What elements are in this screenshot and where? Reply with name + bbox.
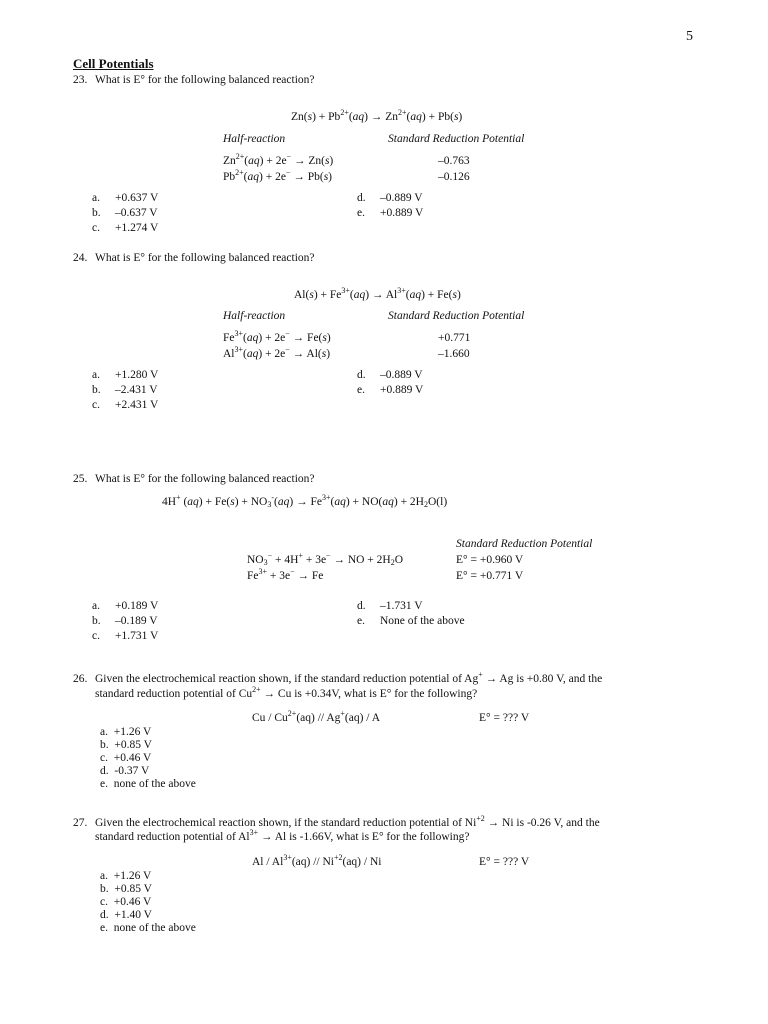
q27-option-b[interactable]: b. +0.85 V xyxy=(100,883,152,895)
q24-potential-2: –1.660 xyxy=(438,348,470,360)
q25-option-a-text: +0.189 V xyxy=(115,600,159,612)
q25-option-c-text: +1.731 V xyxy=(115,630,159,642)
q27-number: 27. xyxy=(73,817,88,829)
q23-half-reaction-2: $Pb^{2+}(aq) + 2e^- \to Pb(s)$ xyxy=(223,168,333,183)
q24-option-e-text: +0.889 V xyxy=(380,384,424,396)
q24-option-e[interactable]: e. xyxy=(357,384,365,396)
q26-option-c[interactable]: c. +0.46 V xyxy=(100,752,152,764)
q25-option-e[interactable]: e. xyxy=(357,615,365,627)
q27-option-b-text: +0.85 V xyxy=(114,883,152,895)
q23-option-a[interactable]: a. xyxy=(92,192,100,204)
q26-option-a[interactable]: a. +1.26 V xyxy=(100,726,152,738)
q24-header-half-reaction: Half-reaction xyxy=(223,310,286,322)
q25-option-d-text: –1.731 V xyxy=(380,600,423,612)
q23-option-e[interactable]: e. xyxy=(357,207,365,219)
q26-option-b[interactable]: b. +0.85 V xyxy=(100,739,152,751)
q25-number: 25. xyxy=(73,473,88,485)
q25-option-e-text: None of the above xyxy=(380,615,465,627)
q23-header-half-reaction: Half-reaction xyxy=(223,133,286,145)
q26-line-2: standard reduction potential of $Cu^{2+} \to Cu$ is +0.34V, what is E° for the following? xyxy=(95,685,478,700)
q26-line-1: Given the electrochemical reaction shown, if the standard reduction potential of Ag+ → Ag is +0.80 V, and the xyxy=(95,670,603,685)
q25-half-reaction-1: $NO_3^- + 4H^+ + 3e^-$ → NO + $2H_2O$ xyxy=(247,551,404,567)
q25-option-d[interactable]: d. xyxy=(357,600,366,612)
q26-option-d-text: -0.37 V xyxy=(114,765,150,777)
q23-number: 23. xyxy=(73,74,88,86)
q27-cell-notation: Al / $Al^{3+}(aq) // Ni^{+2}(aq)$ / Ni xyxy=(252,853,382,868)
q24-option-b-text: –2.431 V xyxy=(115,384,158,396)
q27-option-d-text: +1.40 V xyxy=(114,909,152,921)
q25-potential-2: E° = +0.771 V xyxy=(456,570,524,582)
q24-half-reaction-1: $Fe^{3+}(aq) + 2e^- \to Fe(s)$ xyxy=(223,329,331,344)
q24-text: What is E° for the following balanced reaction? xyxy=(95,252,315,264)
q27-option-a-text: +1.26 V xyxy=(113,870,152,882)
page-number: 5 xyxy=(686,29,693,44)
q24-option-d[interactable]: d. xyxy=(357,369,366,381)
q23-option-a-text: +0.637 V xyxy=(115,192,159,204)
q24-header-srp: Standard Reduction Potential xyxy=(388,310,525,322)
q23-half-reaction-1: $Zn^{2+}(aq) + 2e^- \to Zn(s)$ xyxy=(223,152,334,167)
q27-equation: E° = ??? V xyxy=(479,856,530,868)
q24-option-d-text: –0.889 V xyxy=(380,369,423,381)
q26-cell-notation: Cu / $Cu^{2+}(aq) // Ag^+(aq)$ / A xyxy=(252,709,381,724)
q25-option-a[interactable]: a. xyxy=(92,600,100,612)
q24-option-c-text: +2.431 V xyxy=(115,399,159,411)
q27-option-e-text: none of the above xyxy=(113,922,196,934)
q25-reaction: 4H+ $(aq) + Fe(s) + NO_3^-(aq) \to Fe^{3+}(aq) + NO(aq) + 2H_2O(l)$ xyxy=(162,493,448,509)
q24-half-reaction-2: $Al^{3+}(aq) + 2e^- \to Al(s)$ xyxy=(223,345,331,360)
q25-option-b[interactable]: b. xyxy=(92,615,101,627)
q25-potential-1: E° = +0.960 V xyxy=(456,554,524,566)
q27-option-c-text: +0.46 V xyxy=(113,896,152,908)
q27-option-c[interactable]: c. +0.46 V xyxy=(100,896,152,908)
q27-line-2: standard reduction potential of $Al^{3+} \to Al$ is -1.66V, what is E° for the following? xyxy=(95,828,470,843)
q25-text: What is E° for the following balanced reaction? xyxy=(95,473,315,485)
q26-option-e[interactable]: e. none of the above xyxy=(100,778,196,790)
q26-option-c-text: +0.46 V xyxy=(113,752,152,764)
q23-option-b-text: –0.637 V xyxy=(115,207,158,219)
q25-header-srp: Standard Reduction Potential xyxy=(456,538,593,550)
q26-option-d[interactable]: d. -0.37 V xyxy=(100,765,150,777)
q23-option-d[interactable]: d. xyxy=(357,192,366,204)
q25-option-c[interactable]: c. xyxy=(92,630,100,642)
q23-option-e-text: +0.889 V xyxy=(380,207,424,219)
q23-text: What is E° for the following balanced reaction? xyxy=(95,74,315,86)
q27-option-e[interactable]: e. none of the above xyxy=(100,922,196,934)
q24-option-a[interactable]: a. xyxy=(92,369,100,381)
q24-option-a-text: +1.280 V xyxy=(115,369,159,381)
q24-number: 24. xyxy=(73,252,88,264)
q26-number: 26. xyxy=(73,673,88,685)
q24-potential-1: +0.771 xyxy=(438,332,471,344)
q25-option-b-text: –0.189 V xyxy=(115,615,158,627)
q27-line-1: Given the electrochemical reaction shown, if the standard reduction potential of $Ni^{+2} \to Ni$ is -0.26 V, and the xyxy=(95,814,600,829)
q27-option-a[interactable]: a. +1.26 V xyxy=(100,870,152,882)
q26-option-a-text: +1.26 V xyxy=(113,726,152,738)
q25-half-reaction-2: $Fe^{3+} + 3e^- \to Fe$ xyxy=(247,567,324,582)
q23-option-b[interactable]: b. xyxy=(92,207,101,219)
q23-potential-2: –0.126 xyxy=(438,171,470,183)
q23-option-c-text: +1.274 V xyxy=(115,222,159,234)
q24-reaction: $Al(s) + Fe^{3+}(aq) \to Al^{3+}(aq) + Fe(s)$ xyxy=(294,286,461,301)
q24-option-b[interactable]: b. xyxy=(92,384,101,396)
q23-option-d-text: –0.889 V xyxy=(380,192,423,204)
q26-option-e-text: none of the above xyxy=(113,778,196,790)
q23-header-srp: Standard Reduction Potential xyxy=(388,133,525,145)
q27-option-d[interactable]: d. +1.40 V xyxy=(100,909,152,921)
q23-option-c[interactable]: c. xyxy=(92,222,100,234)
q26-option-b-text: +0.85 V xyxy=(114,739,152,751)
section-heading: Cell Potentials xyxy=(73,56,154,71)
q23-reaction: $Zn(s) + Pb^{2+}(aq) \to Zn^{2+}(aq) + Pb(s)$ xyxy=(291,108,463,123)
q24-option-c[interactable]: c. xyxy=(92,399,100,411)
q26-equation: E° = ??? V xyxy=(479,712,530,724)
q23-potential-1: –0.763 xyxy=(438,155,470,167)
